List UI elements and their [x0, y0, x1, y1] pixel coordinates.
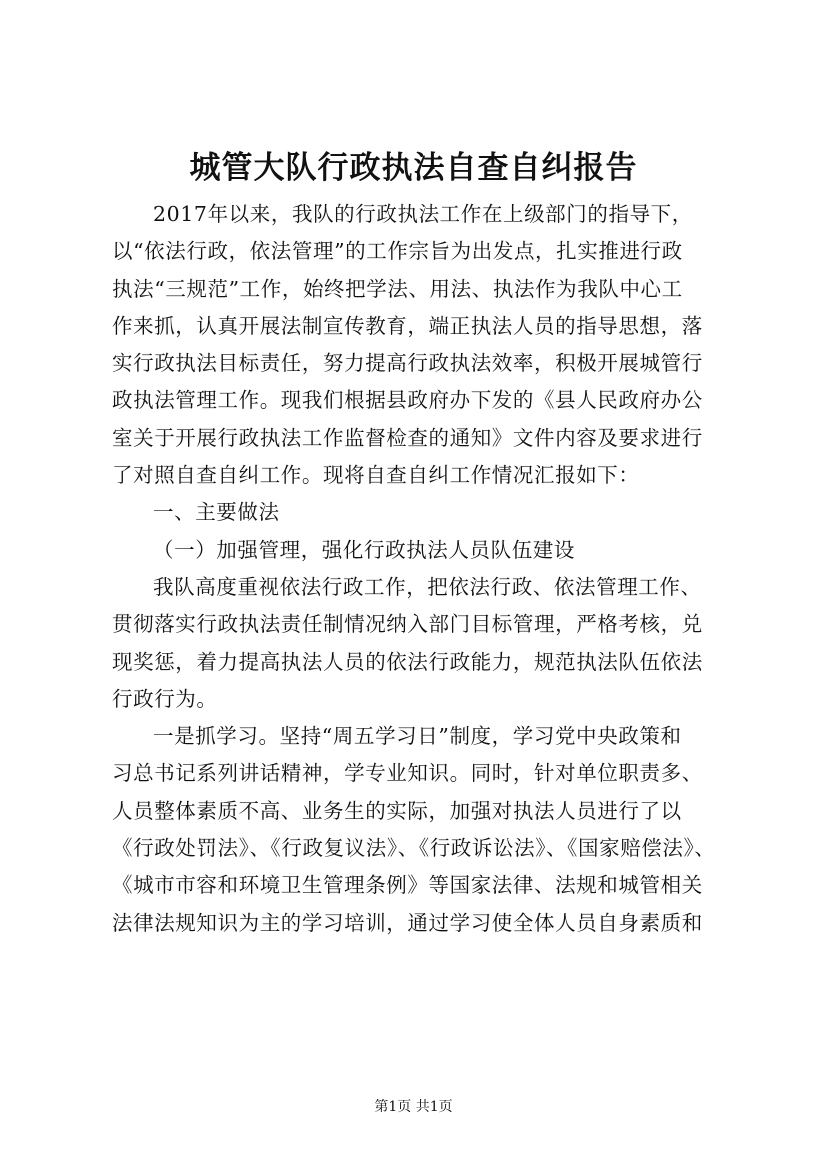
paragraph-line: 了对照自查自纠工作。现将自查自纠工作情况汇报如下： — [112, 463, 640, 488]
paragraph-line: 行政行为。 — [112, 686, 218, 711]
page-footer: 第1页 共1页 — [374, 1099, 453, 1115]
paragraph-line: 室关于开展行政执法工作监督检查的通知》文件内容及要求进行 — [112, 425, 703, 450]
paragraph-line: 执法“三规范”工作，始终把学法、用法、执法作为我队中心工 — [112, 276, 683, 301]
section-heading: 一、主要做法 — [153, 500, 280, 525]
paragraph-line: 2017年以来，我队的行政执法工作在上级部门的指导下， — [153, 202, 693, 226]
paragraph-line: 法律法规知识为主的学习培训，通过学习使全体人员自身素质和 — [112, 910, 703, 935]
paragraph-line: 习总书记系列讲话精神，学专业知识。同时，针对单位职责多、 — [112, 761, 703, 786]
document-body — [112, 196, 732, 942]
paragraph-line: 以“依法行政，依法管理”的工作宗旨为出发点，扎实推进行政 — [112, 239, 683, 264]
subsection-heading: （一）加强管理，强化行政执法人员队伍建设 — [153, 537, 575, 562]
paragraph-line: 贯彻落实行政执法责任制情况纳入部门目标管理，严格考核，兑 — [112, 612, 703, 637]
paragraph-line: 现奖惩，着力提高执法人员的依法行政能力，规范执法队伍依法 — [112, 649, 703, 674]
paragraph-line: 作来抓，认真开展法制宣传教育，端正执法人员的指导思想，落 — [112, 313, 703, 338]
paragraph-line: 政执法管理工作。现我们根据县政府办下发的《县人民政府办公 — [112, 388, 703, 413]
paragraph-line: 我队高度重视依法行政工作，把依法行政、依法管理工作、 — [153, 574, 702, 599]
paragraph-line: 实行政执法目标责任，努力提高行政执法效率，积极开展城管行 — [112, 351, 703, 376]
document-title: 城管大队行政执法自查自纠报告 — [189, 150, 638, 186]
paragraph-line: 《行政处罚法》、《行政复议法》、《行政诉讼法》、《国家赔偿法》、 — [112, 836, 716, 861]
paragraph-line: 人员整体素质不高、业务生的实际，加强对执法人员进行了以 — [112, 798, 682, 823]
paragraph-line: 一是抓学习。坚持“周五学习日”制度，学习党中央政策和 — [153, 724, 682, 749]
paragraph-line: 《城市市容和环境卫生管理条例》等国家法律、法规和城管相关 — [112, 873, 703, 898]
